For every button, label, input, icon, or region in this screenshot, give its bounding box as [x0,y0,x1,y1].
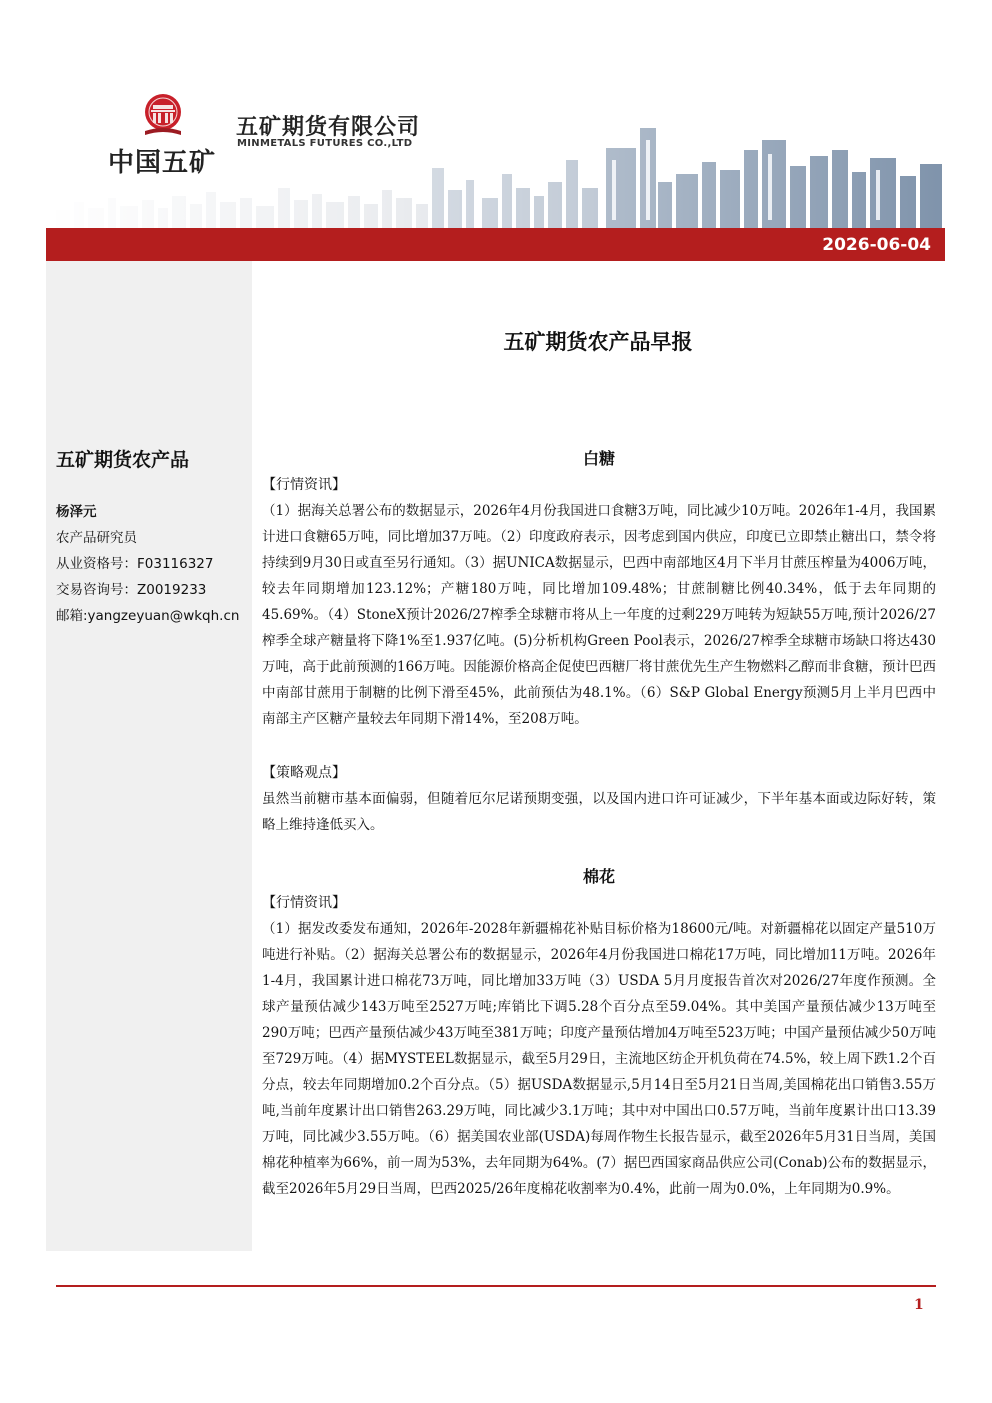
consult-number: 交易咨询号：Z0019233 [56,582,207,598]
section-sugar [262,446,936,838]
news-paragraph: （1）据发改委发布通知，2026年-2028年新疆棉花补贴目标价格为18600元/吨。对新疆棉花以固定产量510万吨进行补贴。（2）据海关总署公布的数据显示，2026年4月份我国进口棉花17万吨，同比增加11万吨。2026年1-4月，我国累计进口棉花73万吨，同比增加33万吨（3）USDA 5月月度报告首次对2026/27年度作预测。全球产量预估减少143万吨至2527万吨;库销比下调5.28个百分点至59.04%。其中美国产量预估减少13万吨至290万吨；巴西产量预估减少43万吨至381万吨；印度产量预估增加4万吨至523万吨；中国产量预估减少50万吨至729万吨。（4）据MYSTEEL数据显示，截至5月29日，主流地区纺企开机负荷在74.5%，较上周下跌1.2个百分点，较去年同期增加0.2个百分点。（5）据USDA数据显示,5月14日至5月21日当周,美国棉花出口销售3.55万吨,当前年度累计出口销售263.29万吨，同比减少3.1万吨；其中对中国出口0.57万吨，当前年度累计出口13.39万吨，同比减少3.55万吨。（6）据美国农业部(USDA)每周作物生长报告显示，截至2026年5月31日当周，美国棉花种植率为66%，前一周为53%，去年同期为64%。(7）据巴西国家商品供应公司(Conab)公布的数据显示，截至2026年5月29日当周，巴西2025/26年度棉花收割率为0.4%，此前一周为0.0%，上年同期为0.9%。 [262,921,936,1197]
news-tag: 【行情资讯】 [262,895,346,911]
section-title: 白糖 [582,449,615,468]
company-name-en: MINMETALS FUTURES CO.,LTD [237,138,413,149]
report-title: 五矿期货农产品早报 [503,329,693,354]
section-cotton [262,864,936,1202]
qualification-number: 从业资格号：F03116327 [56,556,214,572]
date-bar [46,228,945,261]
china-minmetals-seal-icon [138,93,188,139]
strategy-tag: 【策略观点】 [262,765,346,781]
footer-divider [56,1285,936,1287]
analyst-name: 杨泽元 [56,504,97,520]
sidebar [46,261,252,1251]
report-date: 2026-06-04 [822,235,931,255]
news-tag: 【行情资讯】 [262,477,346,493]
report-header [0,0,992,228]
sidebar-title: 五矿期货农产品 [56,449,190,471]
news-paragraph: （1）据海关总署公布的数据显示，2026年4月份我国进口食糖3万吨，同比减少10万吨。2026年1-4月，我国累计进口食糖65万吨，同比增加37万吨。（2）印度政府表示，因考虑到国内供应，印度已立即禁止糖出口，禁令将持续到9月30日或直至另行通知。（3）据UNICA数据显示，巴西中南部地区4月下半月甘蔗压榨量为4006万吨，较去年同期增加123.12%；产糖180万吨，同比增加109.48%；甘蔗制糖比例40.34%，低于去年同期的45.69%。（4）StoneX预计2026/27榨季全球糖市将从上一年度的过剩229万吨转为短缺55万吨,预计2026/27榨季全球产糖量将下降1%至1.937亿吨。(5)分析机构Green Pool表示，2026/27榨季全球糖市场缺口将达430万吨，高于此前预测的166万吨。因能源价格高企促使巴西糖厂将甘蔗优先生产生物燃料乙醇而非食糖，预计巴西中南部甘蔗用于制糖的比例下滑至45%，此前预估为48.1%。（6）S&P Global Energy预测5月上半月巴西中南部主产区糖产量较去年同期下滑14%，至208万吨。 [262,503,936,727]
analyst-role: 农产品研究员 [56,530,137,546]
section-title: 棉花 [582,867,615,886]
analyst-email[interactable]: 邮箱:yangzeyuan@wkqh.cn [56,608,240,624]
report-content [262,446,936,1202]
company-name-cn: 五矿期货有限公司 [236,115,421,140]
page-number: 1 [914,1297,924,1313]
brand-name-cn: 中国五矿 [108,148,217,178]
analyst-info [56,499,239,629]
strategy-paragraph: 虽然当前糖市基本面偏弱，但随着厄尔尼诺预期变强，以及国内进口许可证减少，下半年基本面或边际好转，策略上维持逢低买入。 [262,791,936,833]
